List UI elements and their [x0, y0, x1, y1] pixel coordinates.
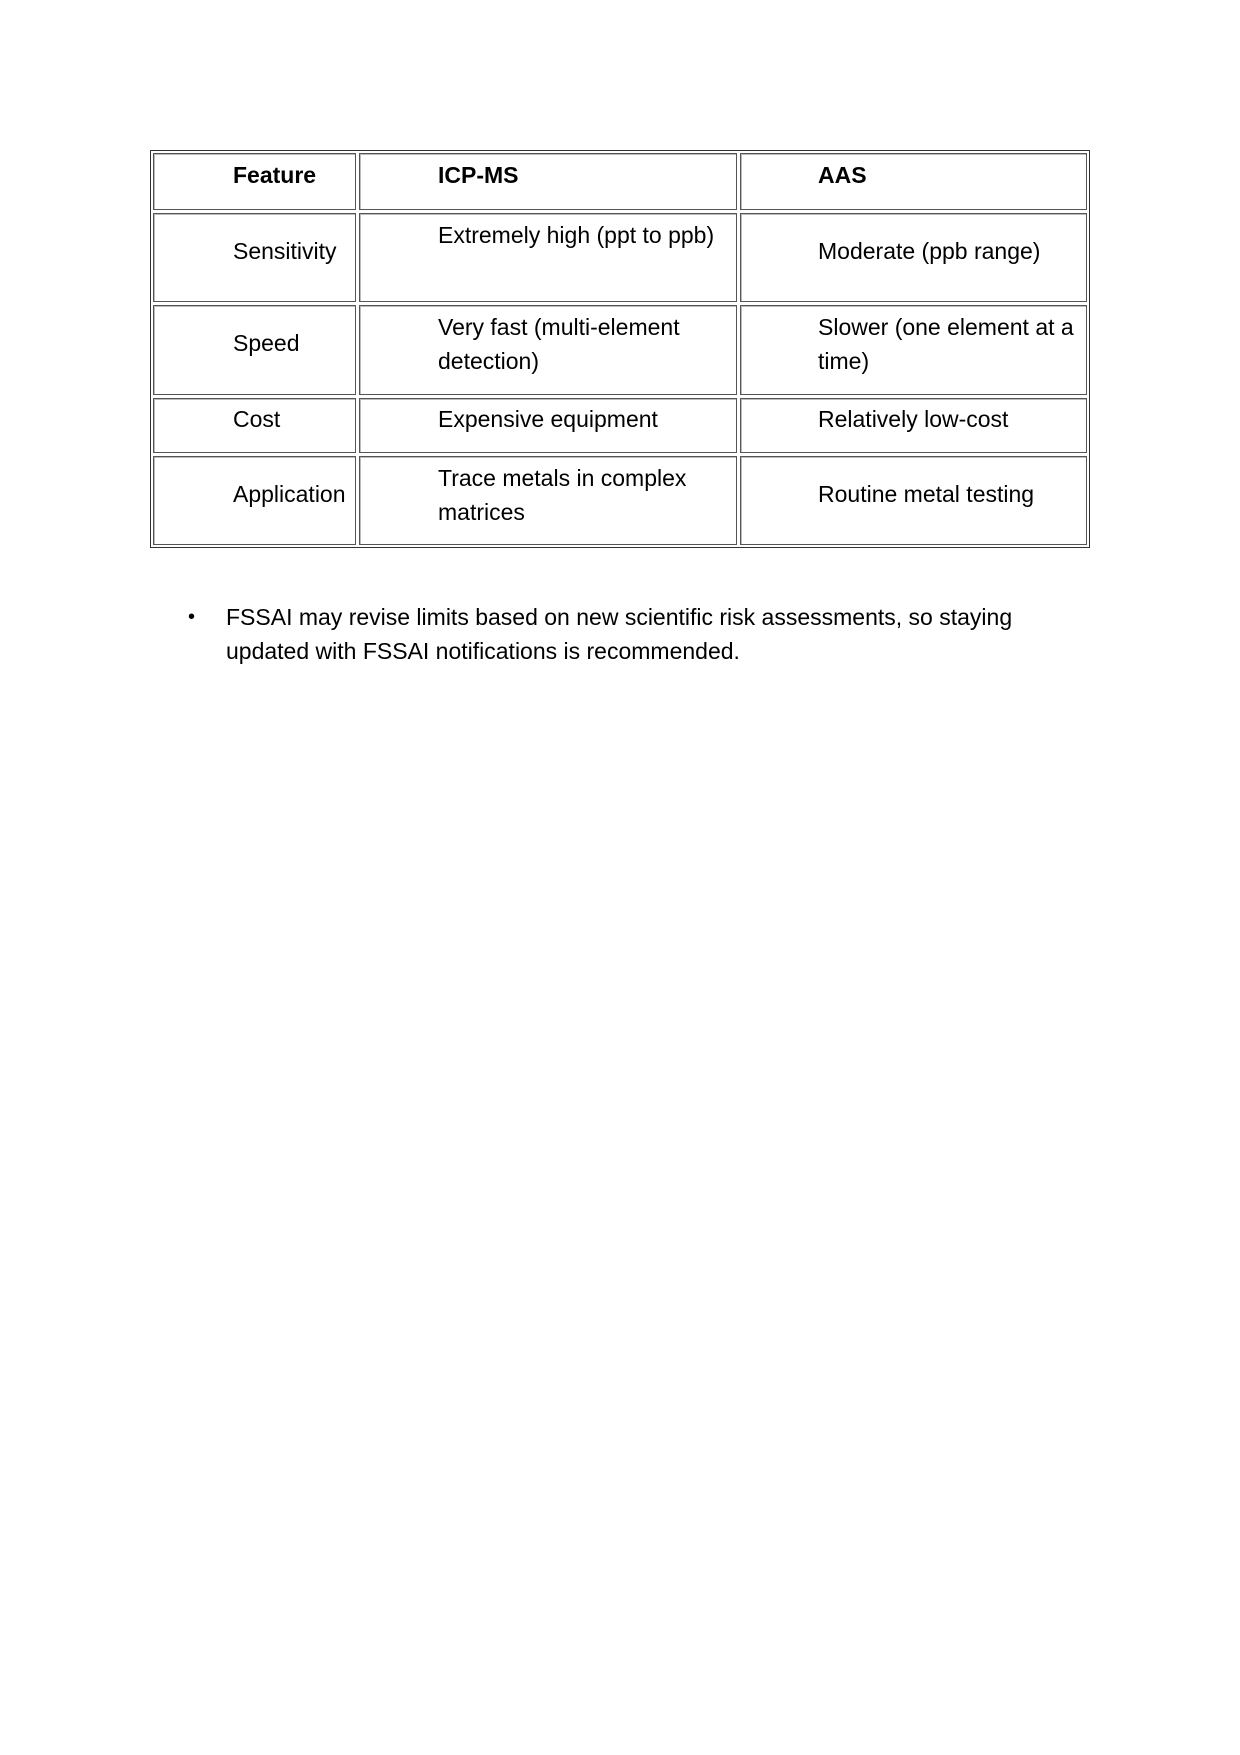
- cell-icp-ms: Expensive equipment: [359, 398, 737, 453]
- header-aas: AAS: [740, 153, 1087, 210]
- table-row: [153, 456, 1087, 545]
- cell-aas: Relatively low-cost: [740, 398, 1087, 453]
- header-feature: Feature: [153, 153, 356, 210]
- cell-aas: Routine metal testing: [740, 456, 1087, 545]
- bullet-list: [188, 600, 1088, 668]
- table-row: [153, 305, 1087, 394]
- table-row: [153, 213, 1087, 302]
- cell-icp-ms: Extremely high (ppt to ppb): [359, 213, 737, 302]
- cell-icp-ms: Very fast (multi-element detection): [359, 305, 737, 394]
- bullet-text: FSSAI may revise limits based on new scientific risk assessments, so staying updated with FSSAI notifications is recommended.: [226, 604, 1013, 664]
- cell-icp-ms: Trace metals in complex matrices: [359, 456, 737, 545]
- cell-feature: Application: [153, 456, 356, 545]
- cell-aas: Slower (one element at a time): [740, 305, 1087, 394]
- comparison-table: [150, 150, 1090, 548]
- cell-feature: Sensitivity: [153, 213, 356, 302]
- table-header-row: [153, 153, 1087, 210]
- list-item: [188, 600, 1088, 668]
- table-row: [153, 398, 1087, 453]
- cell-aas: Moderate (ppb range): [740, 213, 1087, 302]
- comparison-table-frame: [150, 150, 1090, 548]
- bullet-icon: •: [188, 606, 196, 628]
- header-icp-ms: ICP-MS: [359, 153, 737, 210]
- cell-feature: Speed: [153, 305, 356, 394]
- cell-feature: Cost: [153, 398, 356, 453]
